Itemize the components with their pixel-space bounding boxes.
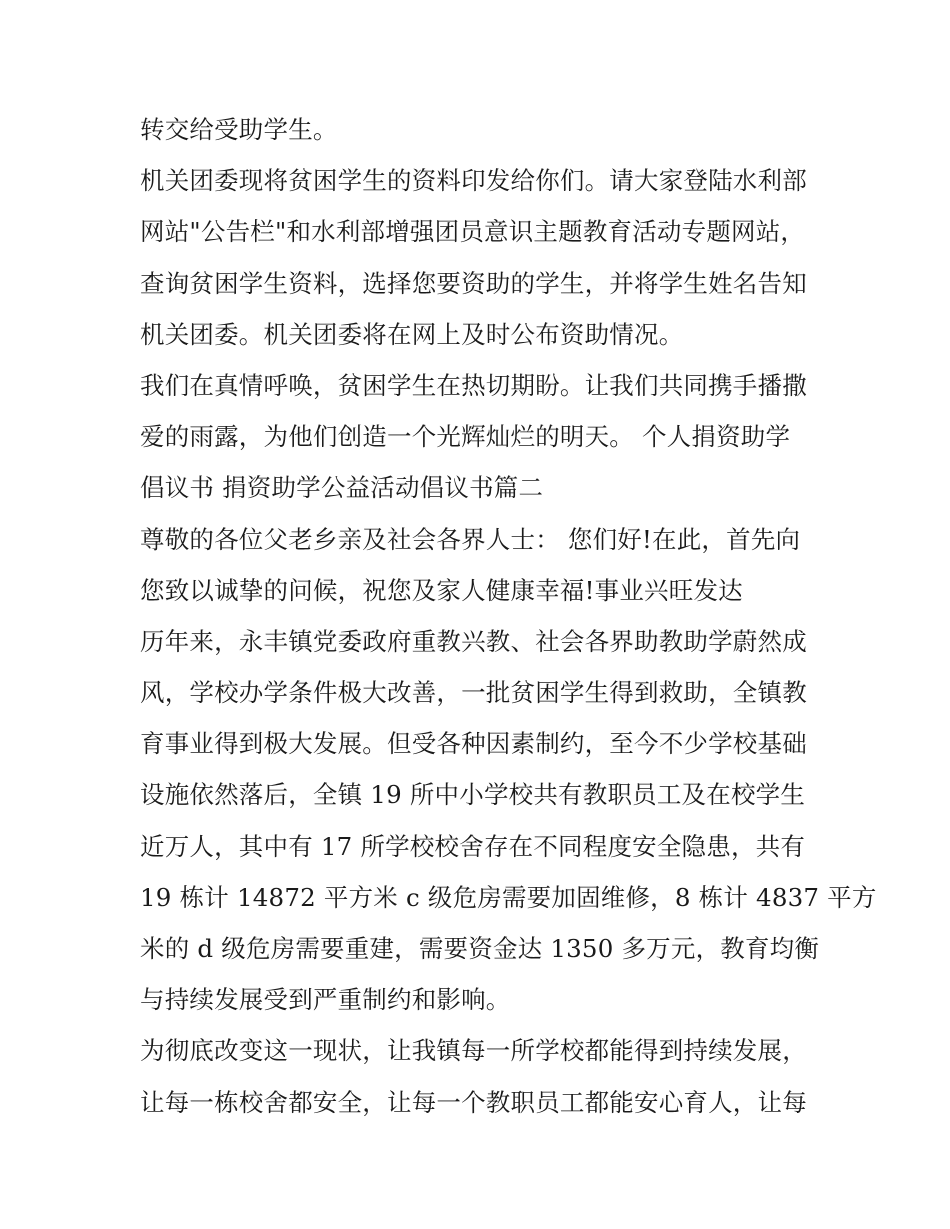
text-line: 设施依然落后，全镇 19 所中小学校共有教职员工及在校学生 [140, 780, 806, 810]
text-line: 为彻底改变这一现状，让我镇每一所学校都能得到持续发展， [140, 1036, 807, 1066]
text-line: 风，学校办学条件极大改善，一批贫困学生得到救助，全镇教 [140, 678, 807, 708]
document-body [140, 104, 877, 1128]
text-line: 近万人，其中有 17 所学校校舍存在不同程度安全隐患，共有 [140, 831, 806, 861]
text-line: 让每一栋校舍都安全，让每一个教职员工都能安心育人，让每 [140, 1087, 807, 1117]
text-line: 查询贫困学生资料，选择您要资助的学生，并将学生姓名告知 [140, 268, 807, 298]
text-line: 您致以诚挚的问候，祝您及家人健康幸福!事业兴旺发达 [140, 575, 743, 605]
text-line: 机关团委现将贫困学生的资料印发给你们。请大家登陆水利部 [140, 166, 807, 196]
text-line: 19 栋计 14872 平方米 c 级危房需要加固维修，8 栋计 4837 平方 [140, 882, 877, 912]
text-line: 倡议书 捐资助学公益活动倡议书篇二 [140, 473, 544, 503]
text-line: 历年来，永丰镇党委政府重教兴教、社会各界助教助学蔚然成 [140, 626, 807, 656]
text-line: 米的 d 级危房需要重建，需要资金达 1350 多万元，教育均衡 [140, 934, 820, 963]
text-line: 与持续发展受到严重制约和影响。 [140, 985, 511, 1015]
text-line: 我们在真情呼唤，贫困学生在热切期盼。让我们共同携手播撒 [140, 370, 807, 400]
text-line: 网站"公告栏"和水利部增强团员意识主题教育活动专题网站， [140, 217, 806, 247]
text-line: 机关团委。机关团委将在网上及时公布资助情况。 [140, 319, 684, 349]
text-line: 尊敬的各位父老乡亲及社会各界人士： 您们好!在此，首先向 [140, 524, 801, 554]
text-line: 育事业得到极大发展。但受各种因素制约，至今不少学校基础 [140, 729, 807, 759]
text-line: 转交给受助学生。 [140, 115, 338, 144]
text-line: 爱的雨露，为他们创造一个光辉灿烂的明天。 个人捐资助学 [140, 422, 791, 452]
